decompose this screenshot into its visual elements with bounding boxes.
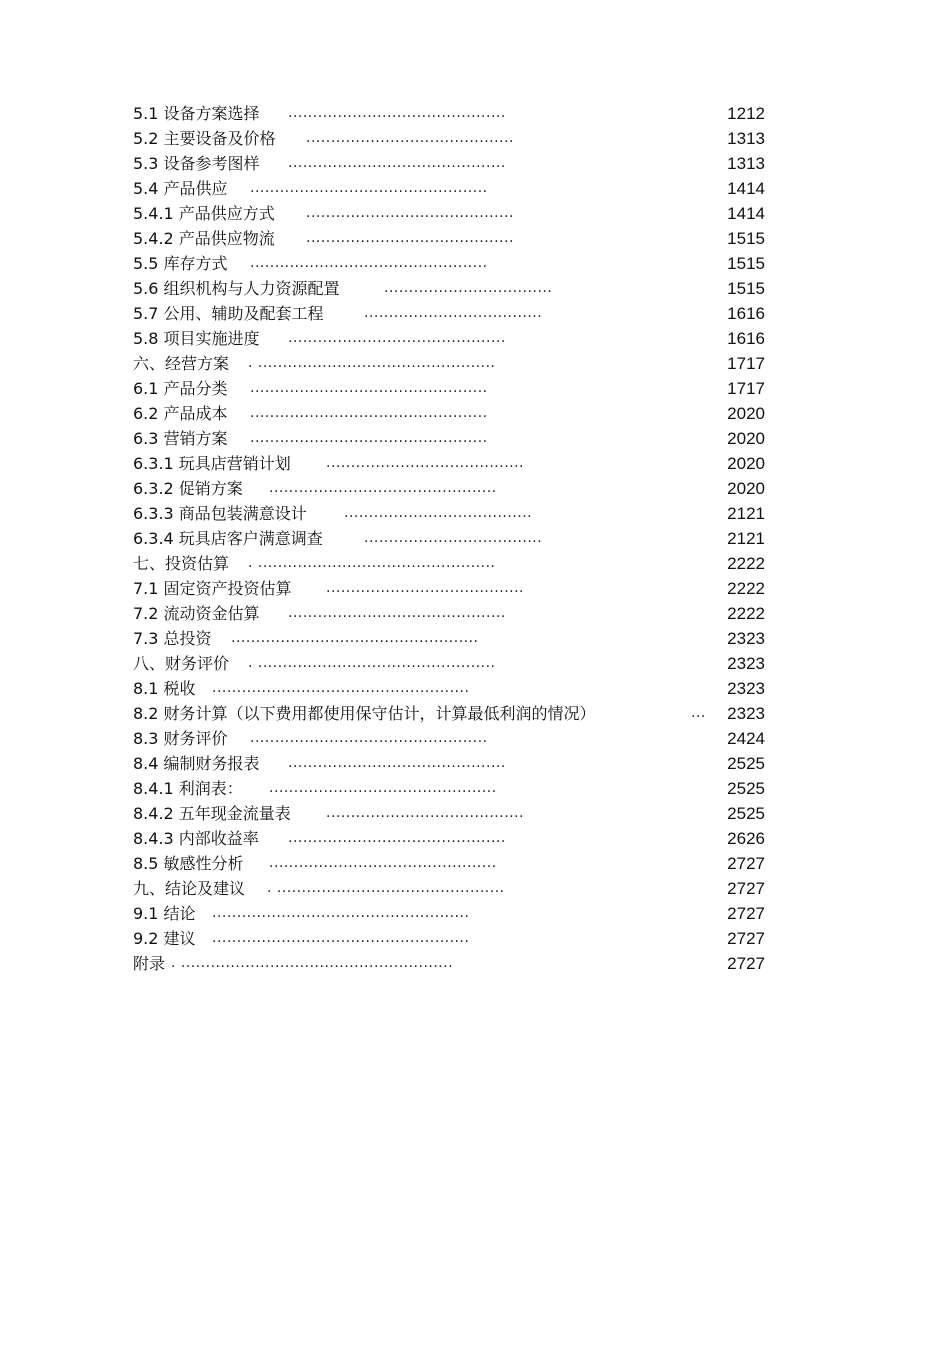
toc-entry-label: 8.1 税收 (133, 679, 196, 698)
toc-entry[interactable] (133, 501, 765, 526)
toc-page-number: 2727 (727, 904, 765, 923)
toc-page-number: 2727 (727, 954, 765, 973)
toc-entry-label: 6.3 营销方案 (133, 429, 228, 448)
toc-leader-dots: .......................................... (306, 230, 514, 246)
toc-entry-label: 5.3 设备参考图样 (133, 154, 260, 173)
toc-entry-label: 8.4.2 五年现金流量表 (133, 804, 291, 823)
toc-entry[interactable] (133, 151, 765, 176)
toc-entry[interactable] (133, 351, 765, 376)
toc-entry-label: 8.3 财务评价 (133, 729, 228, 748)
toc-leader-dots: .......................................... (306, 130, 514, 146)
toc-leader-dots: .................................. (384, 280, 553, 296)
toc-entry[interactable] (133, 176, 765, 201)
toc-page-number: 1313 (727, 129, 765, 148)
toc-entry[interactable] (133, 651, 765, 676)
toc-entry[interactable] (133, 226, 765, 251)
toc-entry[interactable] (133, 326, 765, 351)
toc-leader-dots: ... (691, 705, 706, 721)
toc-entry[interactable] (133, 851, 765, 876)
toc-leader-dots: ............................................ (288, 105, 506, 121)
toc-page-number: 1414 (727, 179, 765, 198)
toc-leader-dots: .................................................... (212, 930, 470, 946)
toc-leader-dots: . ....................................................... (171, 955, 454, 971)
toc-entry[interactable] (133, 626, 765, 651)
toc-entry[interactable] (133, 826, 765, 851)
toc-entry-label: 8.4 编制财务报表 (133, 754, 260, 773)
toc-page-number: 1515 (727, 254, 765, 273)
toc-leader-dots: ........................................ (326, 805, 525, 821)
toc-leader-dots: ................................................ (250, 255, 488, 271)
toc-page-number: 2727 (727, 929, 765, 948)
toc-page-number: 2424 (727, 729, 765, 748)
toc-page-number: 1212 (727, 104, 765, 123)
toc-page-number: 2020 (727, 404, 765, 423)
toc-entry[interactable] (133, 276, 765, 301)
toc-entry-label: 6.2 产品成本 (133, 404, 228, 423)
toc-entry[interactable] (133, 576, 765, 601)
toc-page-number: 1515 (727, 229, 765, 248)
toc-leader-dots: ................................................ (250, 730, 488, 746)
toc-entry[interactable] (133, 801, 765, 826)
toc-entry[interactable] (133, 551, 765, 576)
toc-leader-dots: ............................................ (288, 755, 506, 771)
toc-page-number: 2020 (727, 429, 765, 448)
toc-entry-label: 5.5 库存方式 (133, 254, 228, 273)
toc-entry-label: 7.1 固定资产投资估算 (133, 579, 292, 598)
toc-leader-dots: . ................................................ (248, 355, 496, 371)
toc-entry-label: 8.4.1 利润表： (133, 779, 243, 798)
toc-page-number: 2525 (727, 779, 765, 798)
toc-leader-dots: ................................................ (250, 430, 488, 446)
toc-entry[interactable] (133, 876, 765, 901)
toc-leader-dots: .................................................... (212, 905, 470, 921)
toc-page-number: 2020 (727, 454, 765, 473)
toc-leader-dots: .......................................... (306, 205, 514, 221)
toc-entry-label: 6.3.2 促销方案 (133, 479, 243, 498)
toc-entry-label: 8.2 财务计算（以下费用都使用保守估计，计算最低利润的情况） (133, 704, 596, 723)
toc-entry[interactable] (133, 901, 765, 926)
toc-page-number: 2727 (727, 879, 765, 898)
toc-entry-label: 6.3.4 玩具店客户满意调查 (133, 529, 323, 548)
toc-entry[interactable] (133, 776, 765, 801)
toc-entry[interactable] (133, 101, 765, 126)
toc-page-number: 2121 (727, 529, 765, 548)
toc-entry[interactable] (133, 751, 765, 776)
toc-entry-label: 7.2 流动资金估算 (133, 604, 260, 623)
toc-page-number: 2323 (727, 704, 765, 723)
toc-page-number: 1717 (727, 354, 765, 373)
toc-leader-dots: ........................................ (326, 455, 525, 471)
toc-entry-label: 9.1 结论 (133, 904, 196, 923)
toc-entry-label: 5.4 产品供应 (133, 179, 228, 198)
toc-page-number: 2121 (727, 504, 765, 523)
toc-leader-dots: ............................................ (288, 605, 506, 621)
toc-page-number: 2222 (727, 604, 765, 623)
toc-page-number: 1717 (727, 379, 765, 398)
toc-leader-dots: ...................................... (344, 505, 533, 521)
toc-entry-label: 9.2 建议 (133, 929, 196, 948)
toc-entry-label: 附录 (133, 954, 166, 973)
toc-leader-dots: . .............................................. (267, 880, 505, 896)
toc-entry[interactable] (133, 376, 765, 401)
toc-entry[interactable] (133, 451, 765, 476)
toc-page-number: 1313 (727, 154, 765, 173)
toc-entry-label: 8.4.3 内部收益率 (133, 829, 259, 848)
toc-entry[interactable] (133, 126, 765, 151)
toc-entry-label: 5.1 设备方案选择 (133, 104, 260, 123)
toc-leader-dots: . ................................................ (248, 555, 496, 571)
toc-entry-label: 5.8 项目实施进度 (133, 329, 260, 348)
toc-entry-label: 5.4.1 产品供应方式 (133, 204, 275, 223)
toc-leader-dots: .............................................. (269, 855, 497, 871)
toc-entry-label: 八、财务评价 (133, 654, 230, 673)
toc-entry[interactable] (133, 701, 765, 726)
toc-entry-label: 6.3.3 商品包装满意设计 (133, 504, 307, 523)
toc-leader-dots: .................................... (364, 530, 543, 546)
toc-entry-label: 七、投资估算 (133, 554, 230, 573)
toc-leader-dots: ............................................ (288, 830, 506, 846)
toc-leader-dots: ................................................ (250, 180, 488, 196)
toc-entry-label: 6.1 产品分类 (133, 379, 228, 398)
toc-leader-dots: ........................................ (326, 580, 525, 596)
toc-page-number: 2323 (727, 654, 765, 673)
toc-entry-label: 5.2 主要设备及价格 (133, 129, 276, 148)
toc-leader-dots: ............................................ (288, 330, 506, 346)
toc-page-number: 2323 (727, 629, 765, 648)
toc-entry[interactable] (133, 676, 765, 701)
toc-page-number: 1616 (727, 304, 765, 323)
toc-entry[interactable] (133, 726, 765, 751)
toc-leader-dots: ............................................ (288, 155, 506, 171)
toc-entry[interactable] (133, 526, 765, 551)
toc-leader-dots: ................................................ (250, 380, 488, 396)
toc-entry[interactable] (133, 201, 765, 226)
toc-leader-dots: .................................................... (212, 680, 470, 696)
toc-leader-dots: ................................................ (250, 405, 488, 421)
toc-entry-label: 5.4.2 产品供应物流 (133, 229, 275, 248)
toc-entry-label: 8.5 敏感性分析 (133, 854, 244, 873)
toc-entry-label: 六、经营方案 (133, 354, 230, 373)
toc-page-number: 2525 (727, 804, 765, 823)
toc-page-number: 2525 (727, 754, 765, 773)
toc-page-number: 2727 (727, 854, 765, 873)
toc-page-number: 2323 (727, 679, 765, 698)
toc-entry[interactable] (133, 601, 765, 626)
toc-entry-label: 7.3 总投资 (133, 629, 212, 648)
toc-entry-label: 九、结论及建议 (133, 879, 246, 898)
toc-entry[interactable] (133, 476, 765, 501)
toc-leader-dots: .................................... (364, 305, 543, 321)
toc-entry-label: 6.3.1 玩具店营销计划 (133, 454, 291, 473)
toc-entry-label: 5.7 公用、辅助及配套工程 (133, 304, 324, 323)
toc-page-number: 2020 (727, 479, 765, 498)
toc-leader-dots: .............................................. (269, 780, 497, 796)
toc-page-number: 2222 (727, 579, 765, 598)
toc-entry[interactable] (133, 401, 765, 426)
toc-page-number: 1414 (727, 204, 765, 223)
toc-leader-dots: . ................................................ (248, 655, 496, 671)
toc-entry[interactable] (133, 301, 765, 326)
toc-leader-dots: .................................................. (231, 630, 479, 646)
toc-entry[interactable] (133, 426, 765, 451)
toc-page-number: 2626 (727, 829, 765, 848)
toc-entry[interactable] (133, 251, 765, 276)
toc-leader-dots: .............................................. (269, 480, 497, 496)
toc-entry[interactable] (133, 926, 765, 951)
toc-page-number: 1616 (727, 329, 765, 348)
toc-entry[interactable] (133, 951, 765, 976)
table-of-contents (133, 101, 765, 976)
toc-page-number: 1515 (727, 279, 765, 298)
toc-page-number: 2222 (727, 554, 765, 573)
toc-entry-label: 5.6 组织机构与人力资源配置 (133, 279, 340, 298)
